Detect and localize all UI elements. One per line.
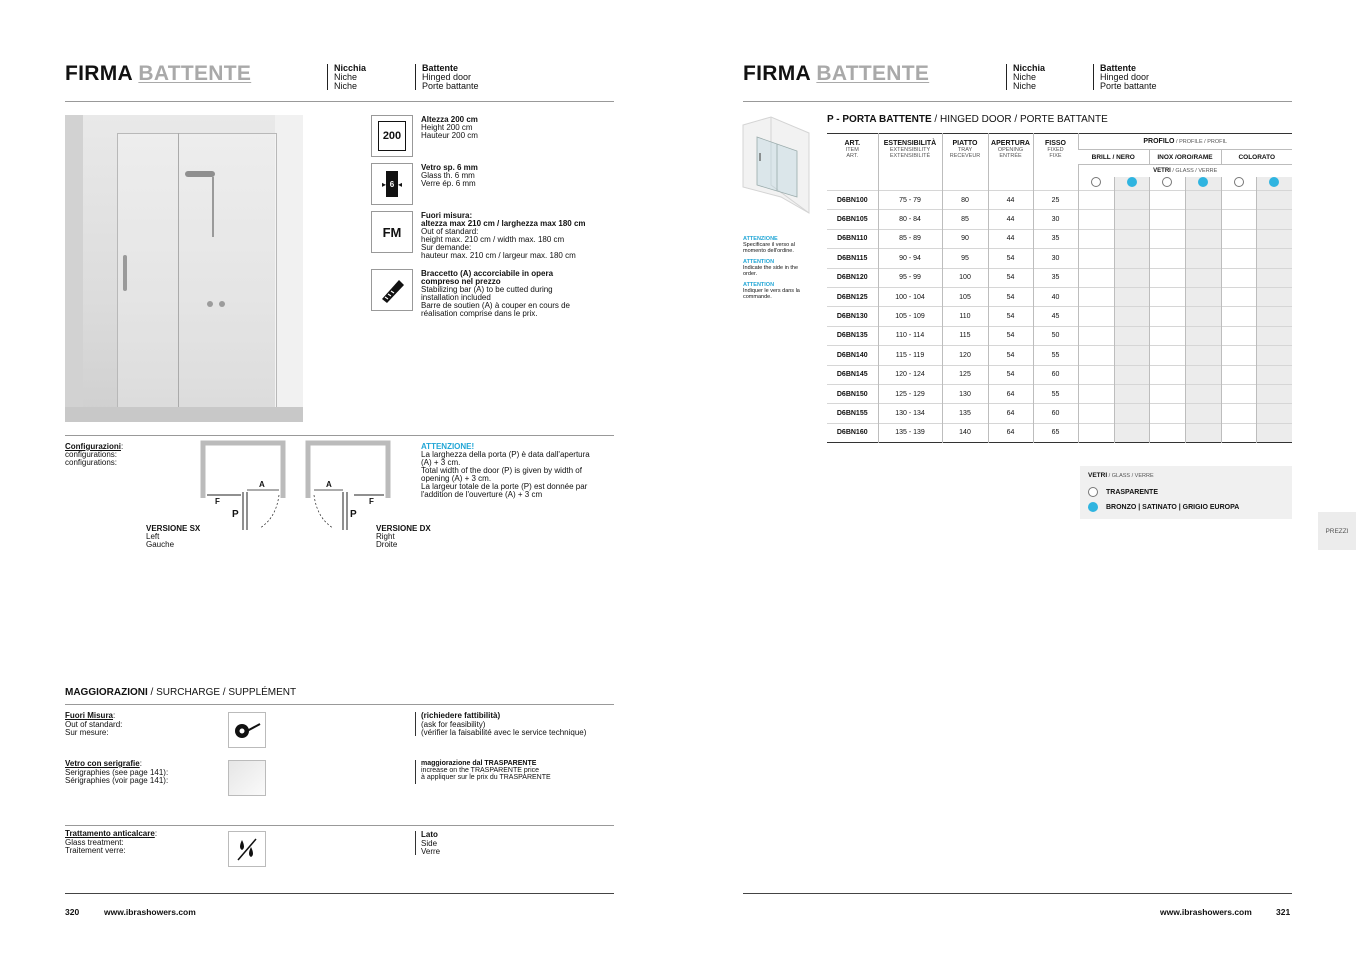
price-cell	[1149, 287, 1185, 306]
col-opening: APERTURA OPENING ENTRÉE	[988, 134, 1033, 165]
table-cell: 125	[942, 365, 988, 384]
surcharge-out-of-standard: Fuori Misura: Out of standard: Sur mesure:	[65, 711, 123, 737]
price-cell	[1256, 404, 1292, 423]
table-cell: 30	[1033, 210, 1078, 229]
col-tray: PIATTO TRAY RECEVEUR	[942, 134, 988, 165]
price-cell	[1185, 249, 1221, 268]
price-cell	[1221, 191, 1256, 210]
price-cell	[1221, 404, 1256, 423]
table-cell: 60	[1033, 365, 1078, 384]
glass-tinted-dot	[1198, 177, 1208, 187]
price-cell	[1256, 326, 1292, 345]
table-cell: 95 - 99	[878, 268, 942, 287]
table-cell: 115 - 119	[878, 346, 942, 365]
price-cell	[1114, 268, 1149, 287]
feature-stabilizing-bar: Braccetto (A) accorciabile in opera compreso nel prezzo Stabilizing bar (A) to be cutted during installation included Barre de soutien (A) à couper en cours de réalisation comprise dans le prix.	[421, 269, 570, 318]
table-cell: 30	[1033, 249, 1078, 268]
price-cell	[1256, 191, 1292, 210]
version-dx: VERSIONE DX Right Droite	[376, 524, 431, 549]
article-code: D6BN145	[827, 365, 878, 384]
price-cell	[1185, 326, 1221, 345]
label-f-sx: F	[215, 497, 220, 506]
table-cell: 64	[988, 404, 1033, 423]
price-cell	[1114, 249, 1149, 268]
table-row	[827, 210, 1292, 229]
price-cell	[1114, 423, 1149, 442]
surcharge-rule-mid	[65, 825, 614, 826]
table-cell: 120	[942, 346, 988, 365]
price-cell	[1221, 229, 1256, 248]
version-sx: VERSIONE SX Left Gauche	[146, 524, 201, 549]
article-code: D6BN125	[827, 287, 878, 306]
article-code: D6BN105	[827, 210, 878, 229]
price-cell	[1185, 307, 1221, 326]
price-cell	[1149, 307, 1185, 326]
anti-limescale-icon	[228, 831, 266, 867]
table-cell: 80 - 84	[878, 210, 942, 229]
price-cell	[1078, 384, 1114, 403]
price-cell	[1256, 365, 1292, 384]
surcharge-out-of-standard-note: (richiedere fattibilità) (ask for feasibility) (vérifier la faisabilité avec le service technique)	[421, 711, 587, 737]
table-cell: 110 - 114	[878, 326, 942, 345]
config-rule	[65, 435, 614, 436]
article-code: D6BN135	[827, 326, 878, 345]
page-number-right: 321	[1276, 907, 1291, 917]
article-code: D6BN155	[827, 404, 878, 423]
page-title-left	[65, 62, 251, 86]
legend-tinted-dot	[1088, 502, 1098, 512]
fuori-misura-icon	[228, 712, 266, 748]
table-cell: 115	[942, 326, 988, 345]
price-cell	[1149, 268, 1185, 287]
table-cell: 125 - 129	[878, 384, 942, 403]
price-cell	[1114, 307, 1149, 326]
price-cell	[1221, 287, 1256, 306]
table-row	[827, 404, 1292, 423]
title-firma: FIRMA	[743, 62, 811, 85]
title-battente: BATTENTE	[138, 62, 252, 85]
price-cell	[1078, 326, 1114, 345]
price-cell	[1185, 365, 1221, 384]
header-door-col: Battente Hinged door Porte battante	[415, 64, 479, 90]
price-cell	[1149, 346, 1185, 365]
table-row	[827, 384, 1292, 403]
saw-icon	[371, 269, 413, 311]
price-cell	[1078, 210, 1114, 229]
table-cell: 54	[988, 249, 1033, 268]
table-cell: 90 - 94	[878, 249, 942, 268]
table-cell: 65	[1033, 423, 1078, 442]
config-diagram-sx	[200, 440, 292, 532]
header-niche-col-right: Nicchia Niche Niche	[1006, 64, 1045, 90]
table-cell: 35	[1033, 268, 1078, 287]
price-cell	[1114, 191, 1149, 210]
price-cell	[1149, 210, 1185, 229]
price-cell	[1185, 384, 1221, 403]
table-cell: 35	[1033, 229, 1078, 248]
table-cell: 120 - 124	[878, 365, 942, 384]
enclosure-sketch	[741, 115, 811, 215]
table-cell: 44	[988, 191, 1033, 210]
table-cell: 54	[988, 326, 1033, 345]
table-cell: 54	[988, 287, 1033, 306]
table-cell: 54	[988, 365, 1033, 384]
price-cell	[1149, 404, 1185, 423]
table-cell: 130 - 134	[878, 404, 942, 423]
price-cell	[1078, 346, 1114, 365]
table-cell: 40	[1033, 287, 1078, 306]
price-cell	[1114, 365, 1149, 384]
article-code: D6BN115	[827, 249, 878, 268]
label-p-dx: P	[350, 509, 357, 520]
table-cell: 54	[988, 268, 1033, 287]
price-cell	[1221, 268, 1256, 287]
footer-rule-right	[743, 893, 1292, 894]
glass-tinted-dot	[1269, 177, 1279, 187]
title-battente: BATTENTE	[816, 62, 930, 85]
price-cell	[1185, 404, 1221, 423]
table-cell: 105 - 109	[878, 307, 942, 326]
surcharge-rule-top	[65, 704, 614, 705]
surcharge-serigraphy: Vetro con serigrafie: Serigraphies (see page 141): Sérigraphies (voir page 141):	[65, 759, 169, 785]
header-rule	[65, 101, 614, 102]
article-code: D6BN150	[827, 384, 878, 403]
price-cell	[1221, 210, 1256, 229]
article-code: D6BN140	[827, 346, 878, 365]
table-cell: 54	[988, 346, 1033, 365]
profile-brill-nero: BRILL / NERO	[1091, 153, 1135, 161]
footer-rule-left	[65, 893, 614, 894]
price-cell	[1221, 365, 1256, 384]
table-row	[827, 346, 1292, 365]
legend-clear-dot	[1088, 487, 1098, 497]
feature-height: Altezza 200 cm Height 200 cm Hauteur 200 cm	[421, 115, 478, 140]
table-cell: 100 - 104	[878, 287, 942, 306]
price-cell	[1221, 326, 1256, 345]
price-cell	[1256, 423, 1292, 442]
prices-side-tab[interactable]: PREZZI	[1318, 512, 1356, 550]
glass-6mm-icon: ▸ 6 ◂	[371, 163, 413, 205]
price-cell	[1078, 365, 1114, 384]
table-cell: 45	[1033, 307, 1078, 326]
table-row	[827, 365, 1292, 384]
price-cell	[1149, 326, 1185, 345]
price-cell	[1149, 423, 1185, 442]
table-row	[827, 326, 1292, 345]
table-cell: 44	[988, 210, 1033, 229]
col-profile: PROFILO / PROFILE / PROFIL	[1078, 134, 1292, 150]
section-title: P - PORTA BATTENTE / HINGED DOOR / PORTE BATTANTE	[827, 114, 1108, 125]
price-cell	[1221, 249, 1256, 268]
price-cell	[1185, 268, 1221, 287]
table-cell: 60	[1033, 404, 1078, 423]
label-p-sx: P	[232, 509, 239, 520]
price-cell	[1078, 229, 1114, 248]
col-art: ART. ITEM ART.	[844, 140, 861, 159]
surcharge-side-note: Lato Side Verre	[421, 830, 441, 856]
price-cell	[1078, 404, 1114, 423]
price-cell	[1078, 307, 1114, 326]
table-row	[827, 423, 1292, 442]
attention-notes: ATTENZIONE Specificare il verso al momento dell'ordine. ATTENTION Indicate the side in the order. ATTENTION Indiquer le vers dans la commande.	[743, 236, 800, 300]
table-cell: 95	[942, 249, 988, 268]
table-cell: 64	[988, 384, 1033, 403]
table-cell: 55	[1033, 346, 1078, 365]
surcharge-title: MAGGIORAZIONI / SURCHARGE / SUPPLÉMENT	[65, 687, 297, 698]
price-cell	[1149, 384, 1185, 403]
glass-clear-dot	[1162, 177, 1172, 187]
config-label: Configurazioni: configurations: configurations:	[65, 442, 124, 467]
article-code: D6BN130	[827, 307, 878, 326]
price-cell	[1078, 268, 1114, 287]
glass-header: VETRI / GLASS / VERRE	[1078, 165, 1292, 177]
price-cell	[1221, 346, 1256, 365]
table-cell: 100	[942, 268, 988, 287]
price-cell	[1149, 365, 1185, 384]
col-extensibility: ESTENSIBILITÀ EXTENSIBILITY EXTENSIBILITÉ	[878, 134, 942, 165]
surcharge-serigraphy-note: maggiorazione dal TRASPARENTE increase on the TRASPARENTE price à appliquer sur le prix du TRASPARENTE	[421, 760, 551, 781]
page-title-right	[743, 62, 929, 86]
header-door-col-right: Battente Hinged door Porte battante	[1093, 64, 1157, 90]
profile-colorato: COLORATO	[1221, 150, 1292, 165]
table-cell: 75 - 79	[878, 191, 942, 210]
price-cell	[1221, 307, 1256, 326]
table-row	[827, 287, 1292, 306]
price-cell	[1185, 191, 1221, 210]
table-row	[827, 268, 1292, 287]
title-firma: FIRMA	[65, 62, 133, 85]
article-code: D6BN160	[827, 423, 878, 442]
fm-icon: FM	[371, 211, 413, 253]
table-cell: 130	[942, 384, 988, 403]
price-cell	[1185, 423, 1221, 442]
price-cell	[1114, 326, 1149, 345]
price-cell	[1149, 191, 1185, 210]
price-cell	[1185, 346, 1221, 365]
serigraphy-glass-icon	[228, 760, 266, 796]
table-row	[827, 191, 1292, 210]
price-cell	[1256, 268, 1292, 287]
price-cell	[1256, 210, 1292, 229]
table-row	[827, 249, 1292, 268]
table-cell: 140	[942, 423, 988, 442]
surcharge-glass-treatment: Trattamento anticalcare: Glass treatment: Traitement verre:	[65, 829, 158, 855]
table-cell: 135	[942, 404, 988, 423]
price-cell	[1256, 287, 1292, 306]
page-number-left: 320	[65, 907, 80, 917]
col-fixed: FISSO FIXED FIXE	[1033, 134, 1078, 165]
article-code: D6BN100	[827, 191, 878, 210]
price-cell	[1256, 229, 1292, 248]
product-photo	[65, 115, 303, 422]
legend-trasparente: TRASPARENTE	[1106, 488, 1158, 496]
height-200-icon: 200	[371, 115, 413, 157]
table-cell: 50	[1033, 326, 1078, 345]
table-row	[827, 307, 1292, 326]
table-cell: 64	[988, 423, 1033, 442]
website-link-right[interactable]: www.ibrashowers.com	[1160, 907, 1252, 917]
price-cell	[1149, 229, 1185, 248]
price-cell	[1114, 287, 1149, 306]
table-cell: 135 - 139	[878, 423, 942, 442]
price-cell	[1256, 346, 1292, 365]
feature-out-of-standard: Fuori misura: altezza max 210 cm / larghezza max 180 cm Out of standard: height max. 210 cm / width max. 180 cm Sur demande: hauteur max. 210 cm / largeur max. 180 cm	[421, 211, 586, 260]
price-cell	[1221, 423, 1256, 442]
glass-tinted-dot	[1127, 177, 1137, 187]
price-cell	[1078, 423, 1114, 442]
header-rule-right	[743, 101, 1292, 102]
price-cell	[1256, 249, 1292, 268]
table-cell: 44	[988, 229, 1033, 248]
price-cell	[1256, 384, 1292, 403]
price-cell	[1078, 287, 1114, 306]
table-cell: 55	[1033, 384, 1078, 403]
glass-clear-dot	[1234, 177, 1244, 187]
price-cell	[1149, 249, 1185, 268]
glass-clear-dot	[1091, 177, 1101, 187]
article-code: D6BN110	[827, 229, 878, 248]
price-table-body	[827, 191, 1292, 443]
table-cell: 85	[942, 210, 988, 229]
price-cell	[1185, 210, 1221, 229]
glass-legend: VETRI / GLASS / VERRE TRASPARENTE BRONZO | SATINATO | GRIGIO EUROPA	[1080, 466, 1292, 519]
price-cell	[1114, 384, 1149, 403]
table-cell: 85 - 89	[878, 229, 942, 248]
profile-inox-oro-rame: INOX /ORO/RAME	[1149, 150, 1221, 165]
table-cell: 105	[942, 287, 988, 306]
feature-glass: Vetro sp. 6 mm Glass th. 6 mm Verre ép. 6 mm	[421, 163, 478, 188]
price-cell	[1114, 346, 1149, 365]
price-cell	[1114, 404, 1149, 423]
price-table	[827, 133, 1292, 443]
table-cell: 80	[942, 191, 988, 210]
label-a-sx: A	[259, 480, 265, 489]
legend-bronzo: BRONZO | SATINATO | GRIGIO EUROPA	[1106, 503, 1240, 511]
table-cell: 90	[942, 229, 988, 248]
price-cell	[1185, 287, 1221, 306]
article-code: D6BN120	[827, 268, 878, 287]
price-cell	[1078, 249, 1114, 268]
price-cell	[1078, 191, 1114, 210]
table-row	[827, 229, 1292, 248]
header-niche-col: Nicchia Niche Niche	[327, 64, 366, 90]
attention-note: ATTENZIONE! La larghezza della porta (P) è data dall'apertura (A) + 3 cm. Total width of the door (P) is given by width of opening (A) + 3 cm. La largeur totale de la porte (P) est donnée par l'addition de l'ouverture (A) + 3 cm	[421, 442, 590, 499]
table-cell: 25	[1033, 191, 1078, 210]
label-f-dx: F	[369, 497, 374, 506]
table-cell: 54	[988, 307, 1033, 326]
table-cell: 110	[942, 307, 988, 326]
price-cell	[1256, 307, 1292, 326]
price-cell	[1114, 210, 1149, 229]
website-link-left[interactable]: www.ibrashowers.com	[104, 907, 196, 917]
label-a-dx: A	[326, 480, 332, 489]
price-cell	[1185, 229, 1221, 248]
price-cell	[1114, 229, 1149, 248]
price-cell	[1221, 384, 1256, 403]
